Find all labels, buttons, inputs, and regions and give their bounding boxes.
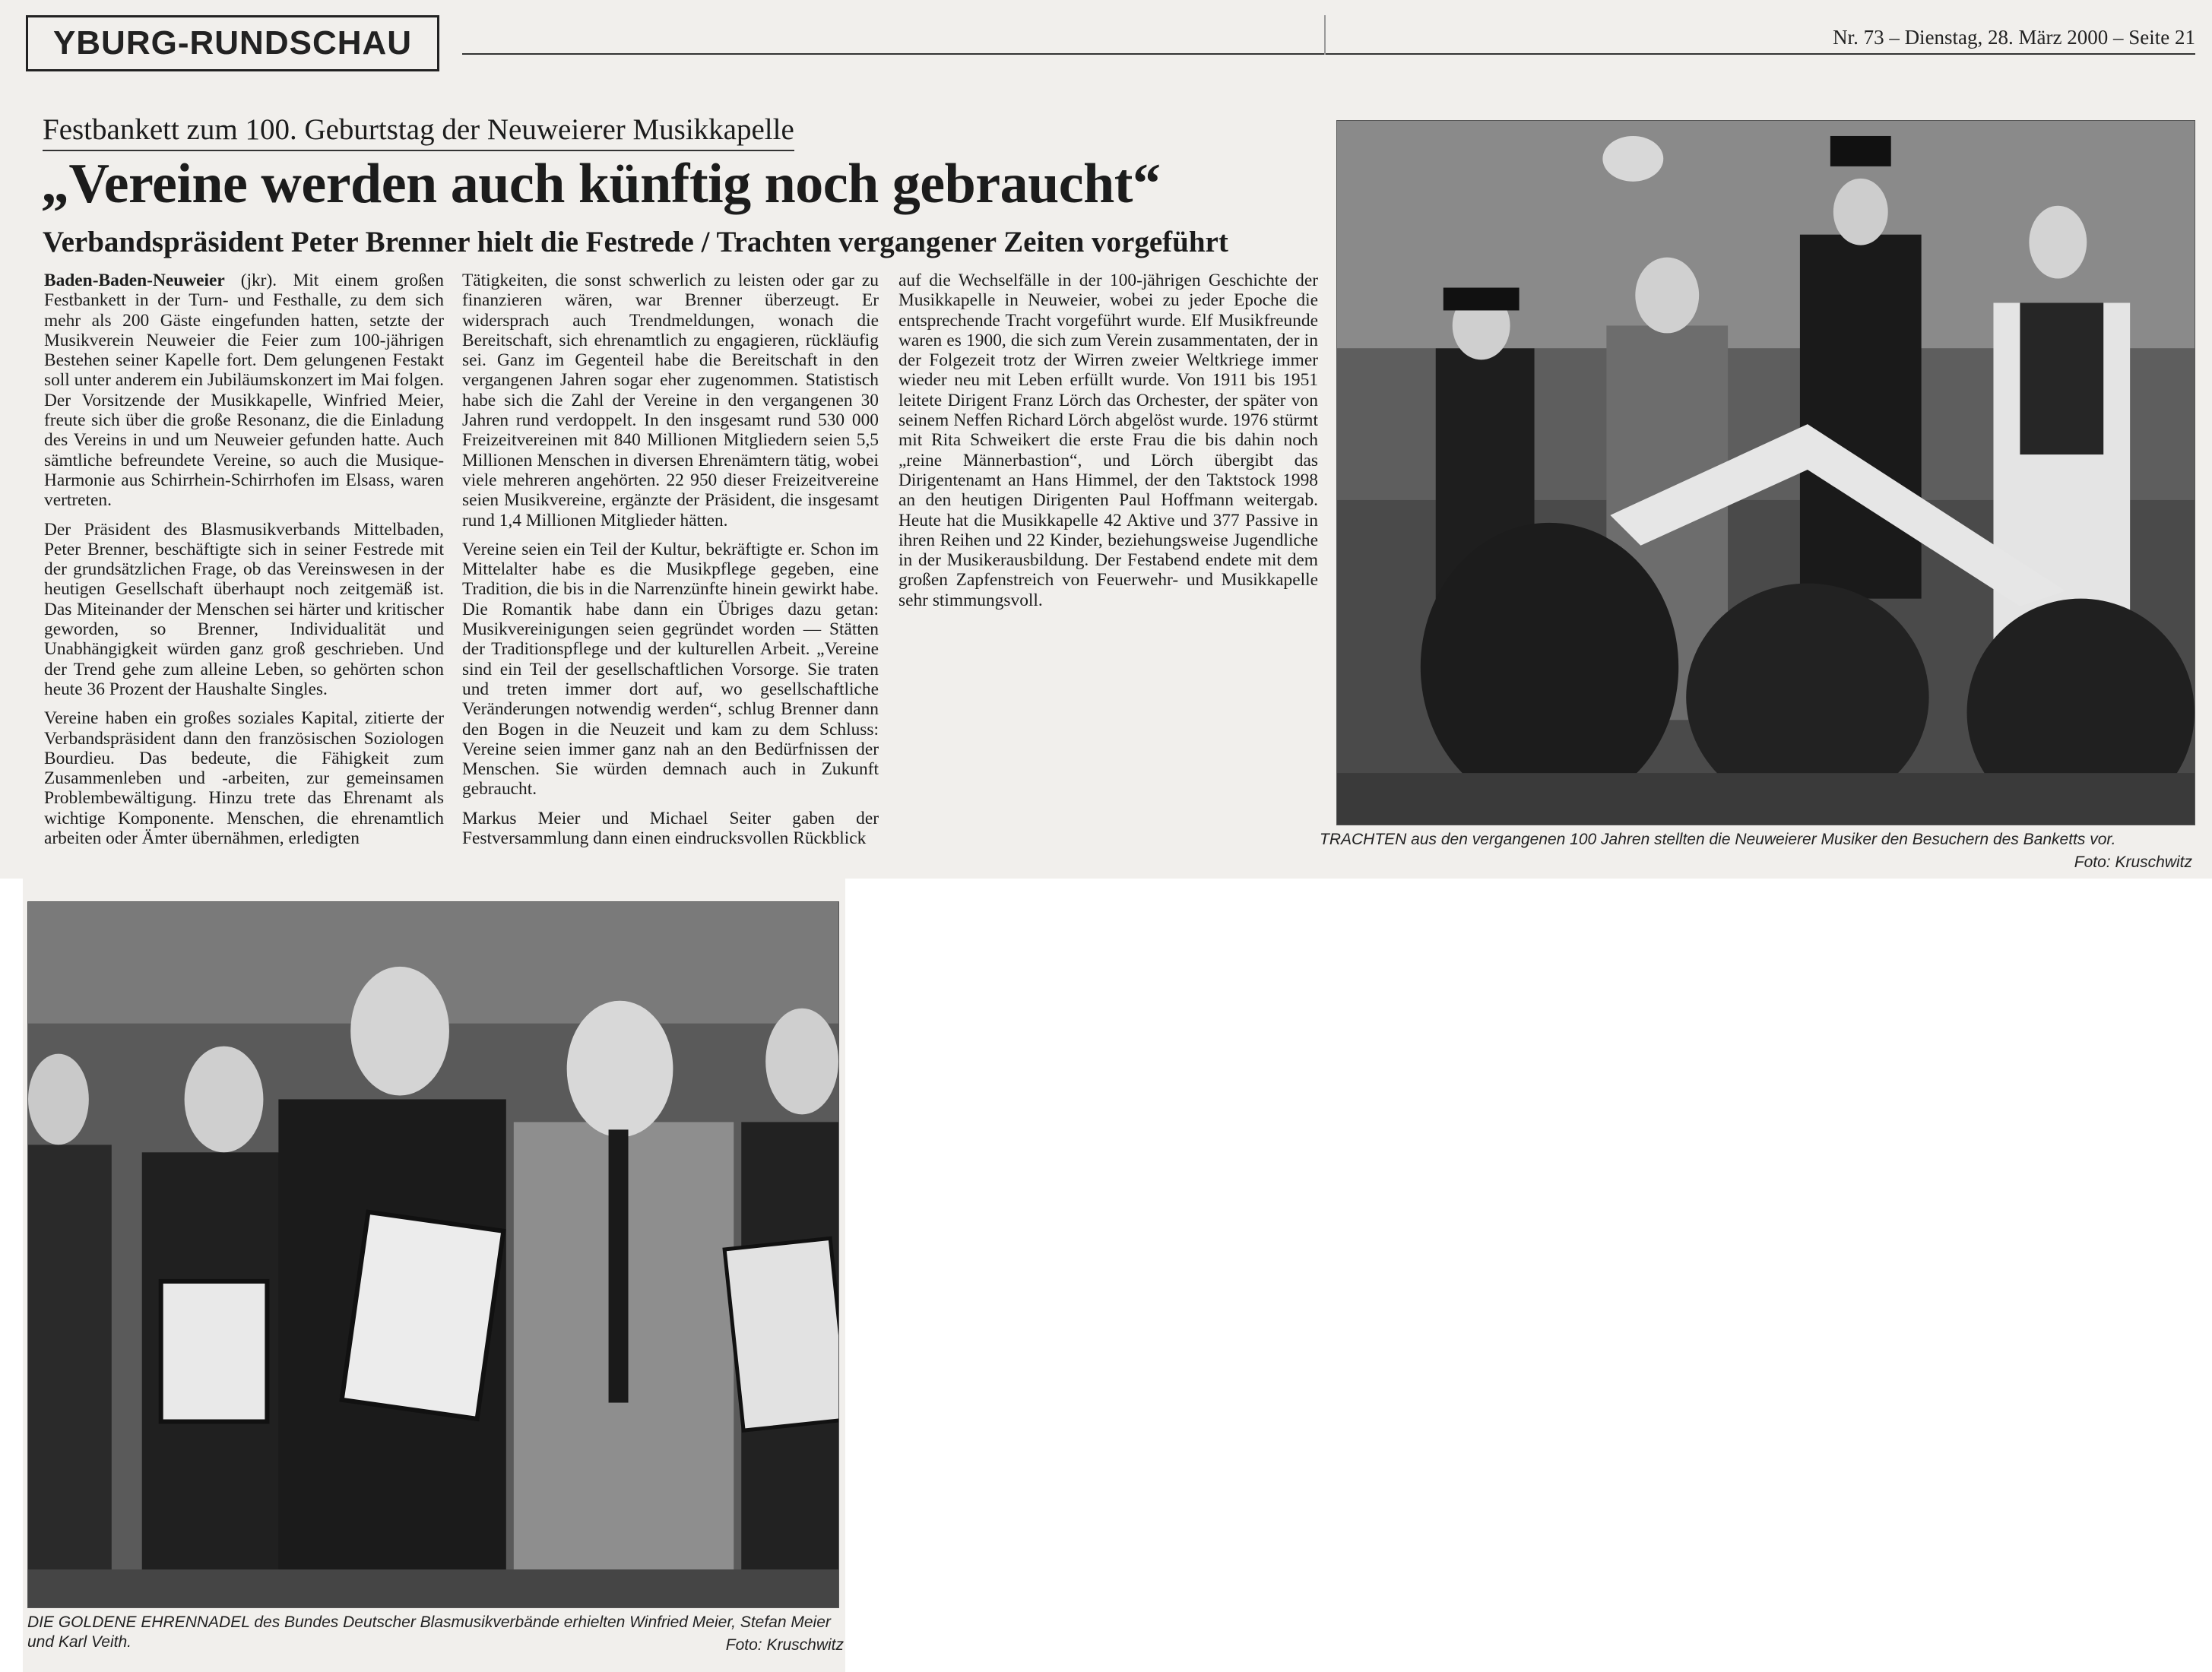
dateline: Baden-Baden-Neuweier [44,271,241,290]
caption-text: des Bundes Deutscher Blasmusikverbände erhielten Winfried Meier, Stefan Meier und Karl Veith. [27,1613,831,1651]
caption-text: aus den vergangenen 100 Jahren stellten die Neuweierer Musiker den Besuchern des Banketts vor. [1406,831,2116,848]
photo-costume-presentation [1336,120,2195,825]
paragraph-4: Vereine seien ein Teil der Kultur, bekräftigte er. Schon im Mittelalter habe es die Musikpflege gegeben, eine Tradition, die bis in die Narrenzünfte hinein gewirkt habe. Die Romantik habe dann ein Übriges dazu getan: Musikvereinigungen seien gegründet worden — Stätten der Traditionspflege und der kulturellen Arbeit. „Vereine sind ein Teil der gesellschaftlichen Vorsorge. Sie traten und treten immer dort auf, wo gesellschaftliche Veränderungen notwendig werden“, schlug Brenner dann den Bogen in die Neuzeit und kam zu dem Schluss: Vereine seien immer ganz nah an den Bedürfnissen der Menschen. Sie würden demnach auch in Zukunft gebraucht. [462,539,879,800]
photo-caption-honor-pin [27,1613,844,1655]
caption-lead: TRACHTEN [1320,831,1407,848]
article-headline: „Vereine werden auch künftig noch gebraucht“ [41,153,1161,215]
paragraph-5: Markus Meier und Michael Seiter gaben der Festversammlung dann einen eindrucksvollen Rückblick [462,808,879,849]
issue-line: Nr. 73 – Dienstag, 28. März 2000 – Seite 21 [1833,26,2195,49]
article-kicker: Festbankett zum 100. Geburtstag der Neuweierer Musikkapelle [43,112,794,151]
award-photo-image [28,902,838,1607]
masthead-title: YBURG-RUNDSCHAU [52,24,413,62]
section-masthead [26,15,439,71]
article-column-3 [898,271,1318,619]
caption-lead: DIE GOLDENE EHRENNADEL [27,1613,250,1631]
paragraph-1: Baden-Baden-Neuweier (jkr). Mit einem großen Festbankett in der Turn- und Festhalle, zu dem sich mehr als 200 Gäste eingefunden hatten, setzte der Musikverein Neuweier die Feier zum 100-jährigen Bestehen seiner Kapelle fort. Dem gelungenen Festakt soll unter anderem ein Jubiläumskonzert im Mai folgen. Der Vorsitzende der Musikkapelle, Winfried Meier, freute sich über die große Resonanz, die die Einladung des Vereins in und um Neuweier gefunden hatte. Auch sämtliche befreundete Vereine, so auch die Musique-Harmonie aus Schirrhein-Schirrhofen im Elsass, waren vertreten. [44,271,444,511]
paragraph-3: Vereine haben ein großes soziales Kapital, zitierte der Verbandspräsident dann den französischen Soziologen Bourdieu. Das bedeute, die Fähigkeit zum Zusammenleben und -arbeiten, zur gemeinsamen Problembewältigung. Hinzu trete das Ehrenamt als wichtige Komponente. Menschen, die ehrenamtlich arbeiten oder Ämter übernähmen, erledigten [44,708,444,849]
photo-credit: Foto: Kruschwitz [2074,853,2192,871]
paragraph-2: Der Präsident des Blasmusikverbands Mittelbaden, Peter Brenner, beschäftigte sich in seiner Festrede mit der grundsätzlichen Frage, ob das Vereinswesen in der heutigen Gesellschaft überhaupt noch zeitgemäß ist. Das Miteinander der Menschen sei härter und kritischer geworden, so Brenner, Individualität und Unabhängigkeit würden ganz groß geschrieben. Und der Trend gehe zum alleine Leben, so gehörten schon heute 36 Prozent der Haushalte Singles. [44,519,444,699]
article-subheadline: Verbandspräsident Peter Brenner hielt die Festrede / Trachten vergangener Zeiten vorgeführt [43,226,1228,258]
photo-honor-pin-award [27,901,839,1608]
paragraph-3-cont: Tätigkeiten, die sonst schwerlich zu leisten oder gar zu finanzieren wären, war Brenner überzeugt. Er widersprach auch Trendmeldungen, wonach die Bereitschaft, sich ehrenamtlich zu engagieren, rückläufig sei. Ganz im Gegenteil habe die Bereitschaft in den vergangenen Jahren sogar eher zugenommen. Statistisch habe sich die Zahl der Vereine in den vergangenen 30 Jahren rund verdoppelt. In den insgesamt rund 530 000 Freizeitvereinen mit 840 Millionen Mitgliedern seien 5,5 Millionen Menschen in diversen Ehrenämtern tätig, wobei viele mehreren angehörten. 22 950 dieser Freizeitvereine seien Musikvereine, ergänzte der Präsident, die insgesamt rund 1,4 Millionen Mitglieder hätten. [462,271,879,530]
masthead-rule-right [1320,53,2195,55]
costume-photo-image [1337,121,2195,825]
paragraph-5-cont: auf die Wechselfälle in der 100-jährigen Geschichte der Musikkapelle in Neuweier, wobei zu jeder Epoche die entsprechende Tracht vorgeführt wurde. Elf Musikfreunde waren es 1900, die sich zum Verein zusammentaten, der in der Folgezeit trotz der Wirren zweier Weltkriege immer wieder neu mit Leben erfüllt wurde. Von 1911 bis 1951 leitete Dirigent Franz Lörch das Orchester, der später von seinem Neffen Richard Lörch abgelöst wurde. 1976 stürmt mit Rita Schweikert die erste Frau die bis dahin noch „reine Männerbastion“, und Lörch übergibt das Dirigentenamt an Hans Himmel, der den Taktstock 1998 an den heutigen Dirigenten Paul Hoffmann weitergab. Heute hat die Musikkapelle 42 Aktive und 377 Passive in ihren Reihen und 22 Kinder, beziehungsweise Jugendliche in der Musikerausbildung. Der Festabend endete mit dem großen Zapfenstreich von Feuerwehr- und Musikkapelle sehr stimmungsvoll. [898,271,1318,610]
masthead-rule [462,53,1324,55]
photo-credit: Foto: Kruschwitz [725,1636,844,1654]
photo-caption-costumes [1320,830,2192,872]
article-column-2 [462,271,879,857]
top-border [1324,15,1326,55]
article-column-1 [44,271,444,857]
